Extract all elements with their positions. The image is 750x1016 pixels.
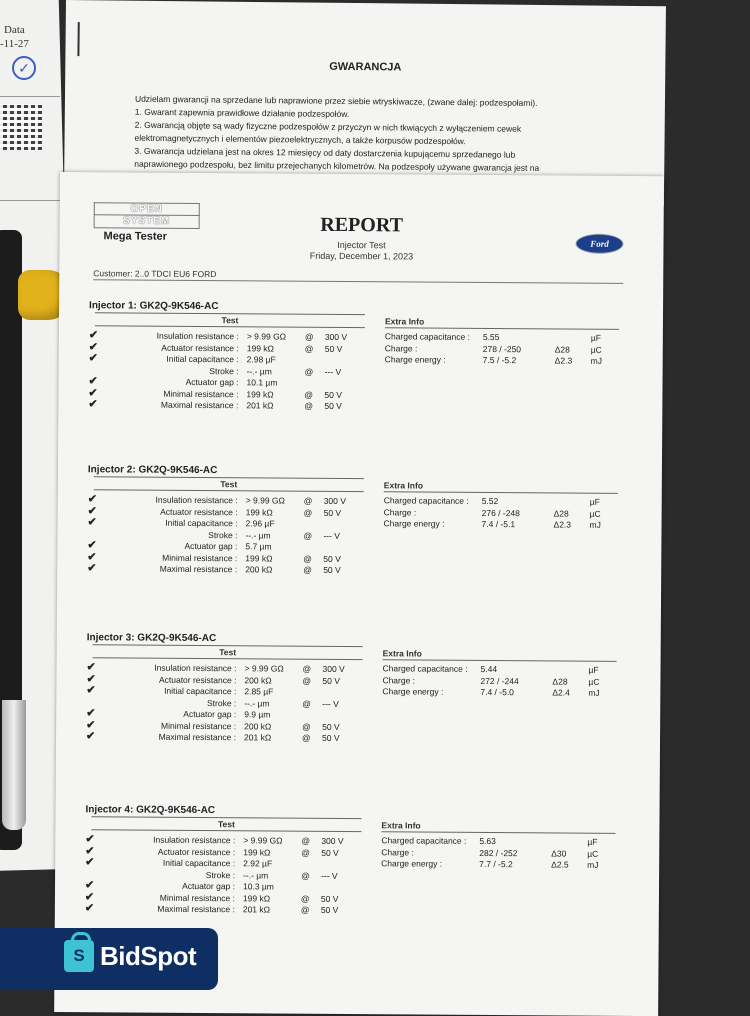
check-icon: ✔	[87, 561, 99, 574]
report-sheet	[54, 172, 664, 1016]
extra-value: 7.5 / -5.2	[483, 355, 517, 365]
extra-unit: mJ	[590, 520, 601, 530]
test-label: Minimal resistance :	[66, 720, 236, 731]
test-voltage: 50 V	[324, 401, 342, 411]
bidspot-watermark	[0, 928, 218, 990]
extra-row	[381, 858, 621, 871]
at-sign: @	[305, 332, 314, 342]
at-sign: @	[303, 565, 312, 575]
extra-unit: mJ	[591, 356, 602, 366]
test-label: Actuator resistance :	[66, 674, 236, 685]
at-sign: @	[304, 507, 313, 517]
test-voltage: --- V	[325, 366, 342, 376]
check-icon: ✔	[85, 844, 97, 857]
check-icon: ✔	[85, 901, 97, 914]
pen-mark	[77, 22, 79, 56]
test-value: 201 kΩ	[246, 400, 273, 410]
extra-unit: mJ	[587, 860, 598, 870]
test-value: 9.9 µm	[244, 709, 270, 719]
extra-unit: µC	[590, 508, 601, 518]
at-sign: @	[303, 530, 312, 540]
test-voltage: 50 V	[324, 507, 342, 517]
extra-delta: Δ28	[555, 344, 570, 354]
test-value: 2.96 µF	[246, 518, 275, 528]
test-value: 199 kΩ	[247, 343, 274, 353]
test-value: 199 kΩ	[246, 507, 273, 517]
check-icon: ✔	[88, 386, 100, 399]
test-label: Actuator gap :	[65, 880, 235, 891]
extra-delta: Δ2.5	[551, 859, 569, 869]
test-voltage: 300 V	[323, 664, 345, 674]
warranty-line: naprawionego podzespołu, bez limitu przejechanych kilometrów. Na podzespoły używane gwarancja jest na	[134, 158, 604, 176]
check-icon: ✔	[87, 660, 99, 673]
test-label: Actuator gap :	[67, 540, 237, 551]
logo-bottom-text: SYSTEM	[94, 214, 200, 229]
report-date: Friday, December 1, 2023	[59, 249, 663, 263]
warranty-line: 2. Gwarancją objęte są wady fizyczne podzespołów z przyczyn w nich tkwiących z wyłączeniem cewek	[135, 119, 605, 137]
check-icon: ✔	[88, 374, 100, 387]
extra-unit: µF	[590, 497, 600, 507]
test-value: --.- µm	[243, 870, 268, 880]
at-sign: @	[303, 664, 312, 674]
extra-value: 7.4 / -5.0	[480, 687, 514, 697]
check-icon: ✔	[88, 515, 100, 528]
extra-label: Charged capacitance :	[383, 663, 468, 674]
injector-title: Injector 4: GK2Q-9K546-AC	[86, 804, 216, 816]
test-rows	[86, 662, 87, 742]
customer-line: Customer: 2..0 TDCI EU6 FORD	[93, 268, 216, 279]
check-icon: ✔	[85, 878, 97, 891]
test-voltage: 300 V	[324, 496, 346, 506]
test-voltage: 50 V	[322, 721, 340, 731]
at-sign: @	[303, 553, 312, 563]
test-label: Insulation resistance :	[65, 834, 235, 845]
at-sign: @	[304, 389, 313, 399]
injector-block	[86, 632, 627, 756]
report-title: REPORT	[60, 212, 664, 239]
at-sign: @	[305, 366, 314, 376]
at-sign: @	[302, 733, 311, 743]
extra-value: 278 / -250	[483, 343, 521, 353]
test-label: Maximal resistance :	[67, 563, 237, 574]
test-label: Stroke :	[65, 869, 235, 880]
extra-delta: Δ30	[551, 848, 566, 858]
test-value: 199 kΩ	[245, 553, 272, 563]
at-sign: @	[301, 847, 310, 857]
test-voltage: 50 V	[325, 343, 343, 353]
check-icon: ✔	[88, 504, 100, 517]
test-rows	[88, 330, 89, 410]
at-sign: @	[301, 870, 310, 880]
at-sign: @	[302, 675, 311, 685]
at-sign: @	[301, 836, 310, 846]
logo-top-text: OPEN	[94, 202, 200, 216]
extra-row	[385, 354, 625, 367]
divider	[0, 200, 60, 201]
extra-delta: Δ2.3	[555, 355, 573, 365]
test-voltage: 300 V	[321, 836, 343, 846]
test-label: Maximal resistance :	[66, 731, 236, 742]
brand-name: Mega Tester	[104, 230, 167, 242]
test-label: Actuator gap :	[66, 708, 236, 719]
extra-label: Charge :	[384, 507, 417, 517]
ford-logo: Ford	[575, 234, 623, 254]
bidspot-text: BidSpot	[100, 941, 196, 972]
check-icon: ✔	[86, 683, 98, 696]
check-icon: ✔	[87, 550, 99, 563]
extra-value: 7.4 / -5.1	[482, 519, 516, 529]
extra-label: Charge energy :	[385, 354, 446, 364]
check-icon: ✔	[89, 351, 101, 364]
bag-letter: S	[64, 946, 94, 966]
extra-delta: Δ28	[552, 676, 567, 686]
extra-row	[384, 518, 624, 531]
test-voltage: 50 V	[321, 847, 339, 857]
test-value: > 9.99 GΩ	[245, 663, 284, 673]
test-value: --.- µm	[245, 530, 270, 540]
extra-unit: µC	[591, 344, 602, 354]
extra-value: 5.44	[481, 664, 498, 674]
test-value: > 9.99 GΩ	[247, 331, 286, 341]
test-label: Initial capacitance :	[68, 517, 238, 528]
test-label: Stroke :	[67, 529, 237, 540]
test-voltage: 300 V	[325, 332, 347, 342]
test-value: 200 kΩ	[245, 564, 272, 574]
test-value: 199 kΩ	[243, 847, 270, 857]
test-header: Test	[91, 818, 361, 832]
extra-value: 272 / -244	[480, 675, 518, 685]
extra-label: Charge energy :	[382, 686, 443, 696]
extra-label: Charged capacitance :	[385, 331, 470, 342]
warranty-text	[134, 93, 605, 176]
test-value: > 9.99 GΩ	[243, 835, 282, 845]
test-label: Maximal resistance :	[65, 903, 235, 914]
at-sign: @	[302, 721, 311, 731]
extra-value: 5.63	[479, 836, 496, 846]
test-voltage: --- V	[321, 870, 338, 880]
test-voltage: 50 V	[322, 675, 340, 685]
test-value: 199 kΩ	[246, 389, 273, 399]
date-label: Data	[4, 24, 25, 36]
extra-label: Charge energy :	[381, 858, 442, 868]
at-sign: @	[305, 343, 314, 353]
extra-info	[382, 663, 622, 699]
injector-title: Injector 2: GK2Q-9K546-AC	[88, 464, 218, 476]
extra-label: Charge :	[385, 343, 418, 353]
extra-info-header: Extra Info	[384, 480, 618, 494]
injector-tube	[2, 700, 26, 830]
extra-value: 7.7 / -5.2	[479, 859, 513, 869]
extra-info-header: Extra Info	[385, 316, 619, 330]
check-icon: ✔	[86, 718, 98, 731]
test-voltage: 50 V	[324, 389, 342, 399]
check-icon: ✔	[86, 729, 98, 742]
divider	[0, 96, 60, 97]
warranty-line: 3. Gwarancja udzielana jest na okres 12 miesięcy od daty dostarczenia kupującemu sprzedanego lub	[134, 145, 604, 163]
test-label: Stroke :	[66, 697, 236, 708]
extra-unit: µF	[587, 837, 597, 847]
test-value: 200 kΩ	[244, 721, 271, 731]
check-icon: ✔	[87, 538, 99, 551]
test-voltage: 50 V	[321, 893, 339, 903]
test-label: Initial capacitance :	[69, 353, 239, 364]
at-sign: @	[302, 698, 311, 708]
check-icon: ✔	[85, 890, 97, 903]
extra-value: 282 / -252	[479, 847, 517, 857]
report-subtitle: Injector Test	[59, 238, 663, 252]
extra-info-header: Extra Info	[383, 648, 617, 662]
test-label: Stroke :	[69, 365, 239, 376]
injector-block	[88, 300, 629, 424]
extra-info	[385, 331, 625, 367]
test-label: Insulation resistance :	[67, 662, 237, 673]
test-value: 201 kΩ	[243, 904, 270, 914]
test-value: 200 kΩ	[244, 675, 271, 685]
warranty-line: Udzielam gwarancji na sprzedane lub naprawione przez siebie wtryskiwacze, (zwane dalej: podzespołami).	[135, 93, 605, 111]
injector-block	[85, 804, 626, 928]
at-sign: @	[304, 496, 313, 506]
test-label: Maximal resistance :	[68, 399, 238, 410]
extra-delta: Δ2.3	[554, 519, 572, 529]
test-value: --.- µm	[244, 698, 269, 708]
test-label: Minimal resistance :	[67, 552, 237, 563]
check-icon: ✔	[89, 328, 101, 341]
test-value: --.- µm	[247, 366, 272, 376]
test-value: 5.7 µm	[245, 541, 271, 551]
test-label: Minimal resistance :	[68, 388, 238, 399]
test-voltage: --- V	[323, 530, 340, 540]
extra-unit: mJ	[588, 688, 599, 698]
shopping-bag-icon	[64, 940, 94, 972]
test-label: Initial capacitance :	[65, 857, 235, 868]
injector-title: Injector 1: GK2Q-9K546-AC	[89, 300, 219, 312]
extra-delta: Δ2.4	[552, 687, 570, 697]
warranty-line: 1. Gwarant zapewnia prawidłowe działanie podzespołów.	[135, 106, 605, 124]
extra-label: Charge :	[381, 847, 414, 857]
extra-row	[382, 686, 622, 699]
injector-block	[87, 464, 628, 588]
test-rows	[87, 494, 88, 574]
check-circle-icon: ✓	[12, 56, 36, 80]
extra-unit: µC	[587, 848, 598, 858]
check-icon: ✔	[88, 397, 100, 410]
test-header: Test	[95, 314, 365, 328]
extra-label: Charge energy :	[384, 518, 445, 528]
test-value: 199 kΩ	[243, 893, 270, 903]
test-label: Actuator resistance :	[68, 506, 238, 517]
extra-info-header: Extra Info	[381, 820, 615, 834]
at-sign: @	[301, 893, 310, 903]
divider	[93, 279, 623, 284]
extra-label: Charge :	[382, 675, 415, 685]
test-label: Insulation resistance :	[68, 494, 238, 505]
extra-value: 5.52	[482, 496, 499, 506]
date-value: -11-27	[0, 38, 29, 50]
test-voltage: 50 V	[323, 553, 341, 563]
extra-unit: µF	[591, 333, 601, 343]
test-voltage: --- V	[322, 698, 339, 708]
check-icon: ✔	[85, 832, 97, 845]
test-voltage: 50 V	[322, 733, 340, 743]
extra-info	[384, 495, 624, 531]
extra-delta: Δ28	[554, 508, 569, 518]
qr-code	[0, 104, 42, 150]
test-label: Actuator resistance :	[65, 846, 235, 857]
extra-info	[381, 835, 621, 871]
test-label: Initial capacitance :	[66, 685, 236, 696]
test-voltage: 50 V	[321, 905, 339, 915]
test-value: 10.1 µm	[247, 377, 278, 387]
at-sign: @	[304, 401, 313, 411]
test-value: 10.3 µm	[243, 881, 274, 891]
check-icon: ✔	[86, 672, 98, 685]
test-label: Actuator resistance :	[69, 342, 239, 353]
test-value: 2.92 µF	[243, 858, 272, 868]
check-icon: ✔	[88, 492, 100, 505]
check-icon: ✔	[89, 340, 101, 353]
test-value: 201 kΩ	[244, 732, 271, 742]
test-value: 2.85 µF	[244, 686, 273, 696]
warranty-line: elektromagnetycznych i elementów piezoelektrycznych, a także korpusów podzespołów.	[134, 132, 604, 150]
extra-label: Charged capacitance :	[384, 495, 469, 506]
check-icon: ✔	[85, 855, 97, 868]
test-header: Test	[94, 478, 364, 492]
test-rows	[85, 834, 86, 914]
test-header: Test	[93, 646, 363, 660]
extra-unit: µF	[589, 665, 599, 675]
at-sign: @	[301, 905, 310, 915]
check-icon: ✔	[86, 706, 98, 719]
test-voltage: 50 V	[323, 565, 341, 575]
test-label: Minimal resistance :	[65, 892, 235, 903]
test-label: Actuator gap :	[69, 376, 239, 387]
extra-label: Charged capacitance :	[381, 835, 466, 846]
test-value: > 9.99 GΩ	[246, 495, 285, 505]
extra-value: 276 / -248	[482, 507, 520, 517]
extra-unit: µC	[588, 676, 599, 686]
extra-value: 5.55	[483, 332, 500, 342]
injector-title: Injector 3: GK2Q-9K546-AC	[87, 632, 217, 644]
test-label: Insulation resistance :	[69, 330, 239, 341]
test-value: 2.98 µF	[247, 354, 276, 364]
warranty-title: GWARANCJA	[65, 58, 665, 76]
